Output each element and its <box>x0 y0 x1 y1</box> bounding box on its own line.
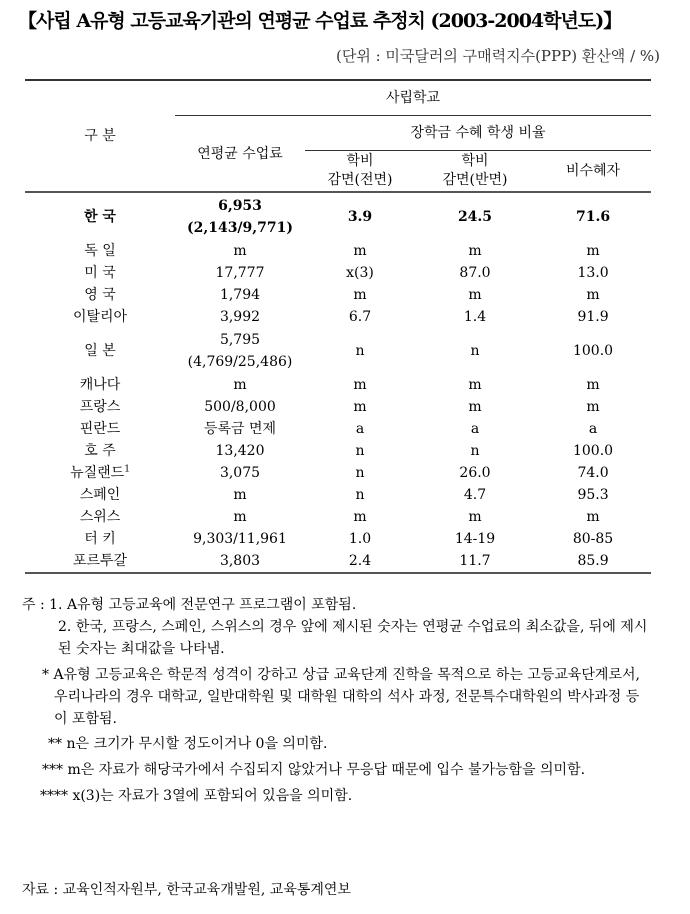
cell-half: 1.4 <box>463 309 487 325</box>
cell-none: 80-85 <box>572 531 614 547</box>
cell-tuition: 3,992 <box>219 309 261 325</box>
table-row <box>25 440 651 462</box>
cell-none: m <box>586 287 600 303</box>
cell-name: 캐나다 <box>79 377 121 393</box>
cell-name: 뉴질랜드$^1$ <box>70 464 130 481</box>
cell-none: 100.0 <box>572 443 614 459</box>
cell-half: 4.7 <box>463 487 487 503</box>
cell-full: m <box>353 377 367 393</box>
cell-name: 프랑스 <box>79 399 121 415</box>
cell-none: a <box>588 421 598 437</box>
unit-note: (단위 : 미국달러의 구매력지수(PPP) 환산액 / %) <box>335 47 660 65</box>
cell-tuition: m <box>233 243 247 259</box>
footnotes <box>22 594 662 807</box>
note-m: *** m은 자료가 해당국가에서 수집되지 않았거나 무응답 때문에 입수 불가능함을 의미함. <box>42 762 586 778</box>
cell-none: m <box>586 243 600 259</box>
table-row <box>25 418 651 440</box>
header-private: 사립학교 <box>175 80 651 116</box>
table-row <box>25 240 651 262</box>
table-row <box>25 484 651 506</box>
cell-none: 95.3 <box>577 487 609 503</box>
note-x: **** x(3)는 자료가 3열에 포함되어 있음을 의미함. <box>40 788 353 804</box>
cell-full: m <box>353 399 367 415</box>
table-row <box>25 462 651 484</box>
cell-half: 87.0 <box>459 265 491 281</box>
cell-full: n <box>355 465 365 481</box>
cell-tuition: 등록금 면제 <box>203 421 277 437</box>
cell-tuition: 9,303/11,961 <box>193 531 287 547</box>
table-row <box>25 396 651 418</box>
cell-none: m <box>586 399 600 415</box>
table-row <box>25 262 651 284</box>
table-row <box>25 506 651 528</box>
document-title: 【사립 A유형 고등교육기관의 연평균 수업료 추정치 (2003-2004학년도)】 <box>18 10 622 32</box>
cell-name: 영 국 <box>84 287 116 303</box>
cell-none: 74.0 <box>577 465 609 481</box>
cell-tuition: 3,075 <box>219 465 261 481</box>
table-row <box>25 306 651 328</box>
cell-none: m <box>586 509 600 525</box>
tuition-table <box>25 79 651 574</box>
cell-tuition: m <box>233 509 247 525</box>
cell-name: 스위스 <box>79 509 121 525</box>
cell-name: 독 일 <box>84 243 116 259</box>
cell-name: 터 키 <box>84 531 116 547</box>
header-scholarship: 장학금 수혜 학생 비율 <box>305 116 651 151</box>
cell-full: m <box>353 509 367 525</box>
source-note: 자료 : 교육인적자원부, 한국교육개발원, 교육통계연보 <box>22 882 351 898</box>
cell-half: m <box>468 509 482 525</box>
note-2: 2. 한국, 프랑스, 스페인, 스위스의 경우 앞에 제시된 숫자는 연평균 수업료의 최소값을, 뒤에 제시된 숫자는 최대값을 나타냄. <box>58 619 648 657</box>
table-row-korea: 한 국 6,953 (2,143/9,771) 3.9 24.5 71.6 <box>84 197 611 236</box>
cell-half: m <box>468 377 482 393</box>
cell-tuition: 1,794 <box>219 287 261 303</box>
cell-half: 14-19 <box>454 531 496 547</box>
cell-half: m <box>468 243 482 259</box>
cell-tuition: m <box>233 487 247 503</box>
cell-none: 13.0 <box>577 265 609 281</box>
cell-none: 91.9 <box>577 309 609 325</box>
cell-half: m <box>468 399 482 415</box>
cell-half: a <box>470 421 480 437</box>
cell-full: x(3) <box>346 265 374 281</box>
cell-tuition: 13,420 <box>215 443 265 459</box>
cell-name: 포르투갈 <box>25 550 175 573</box>
cell-tuition: 3,803 <box>175 550 305 573</box>
cell-tuition: m <box>233 377 247 393</box>
cell-full: 2.4 <box>305 550 415 573</box>
cell-name: 호 주 <box>84 443 116 459</box>
table-row <box>25 284 651 306</box>
note-n: ** n은 크기가 무시할 정도이거나 0을 의미함. <box>48 736 328 752</box>
cell-half: 26.0 <box>459 465 491 481</box>
cell-half: 11.7 <box>415 550 535 573</box>
cell-name: 미 국 <box>84 265 116 281</box>
header-category: 구 분 <box>25 80 175 192</box>
cell-name: 이탈리아 <box>72 309 128 325</box>
cell-name: 스페인 <box>79 487 121 503</box>
cell-full: 1.0 <box>348 531 372 547</box>
cell-full: n <box>355 487 365 503</box>
table-row <box>25 528 651 550</box>
cell-half: m <box>468 287 482 303</box>
cell-full: a <box>355 421 365 437</box>
header-full-waiver: 학비 감면(전면) <box>305 151 415 193</box>
header-half-waiver: 학비 감면(반면) <box>415 151 535 193</box>
cell-none: 85.9 <box>535 550 651 573</box>
cell-full: n <box>355 443 365 459</box>
header-no-benefit: 비수혜자 <box>535 151 651 193</box>
cell-half: n <box>470 443 480 459</box>
table-row <box>25 374 651 396</box>
cell-full: 6.7 <box>348 309 372 325</box>
cell-full: m <box>353 243 367 259</box>
table-row-japan: 일 본 5,795 (4,769/25,486) n n 100.0 <box>84 332 614 370</box>
cell-full: m <box>353 287 367 303</box>
table-row <box>25 550 651 573</box>
cell-tuition: 17,777 <box>215 265 265 281</box>
cell-none: m <box>586 377 600 393</box>
note-a-type: * A유형 고등교육은 학문적 성격이 강하고 상급 교육단계 진학을 목적으로 하는 고등교육단계로서, 우리나라의 경우 대학교, 일반대학원 및 대학원 대학의 석사 과정, 전문특수대학원의 박사과정 등이 포함됨. <box>42 667 640 727</box>
header-tuition: 연평균 수업료 <box>175 116 305 193</box>
cell-tuition: 500/8,000 <box>204 399 276 415</box>
note-1: 주 : 1. A유형 고등교육에 전문연구 프로그램이 포함됨. <box>22 597 357 613</box>
cell-name: 핀란드 <box>79 421 121 437</box>
